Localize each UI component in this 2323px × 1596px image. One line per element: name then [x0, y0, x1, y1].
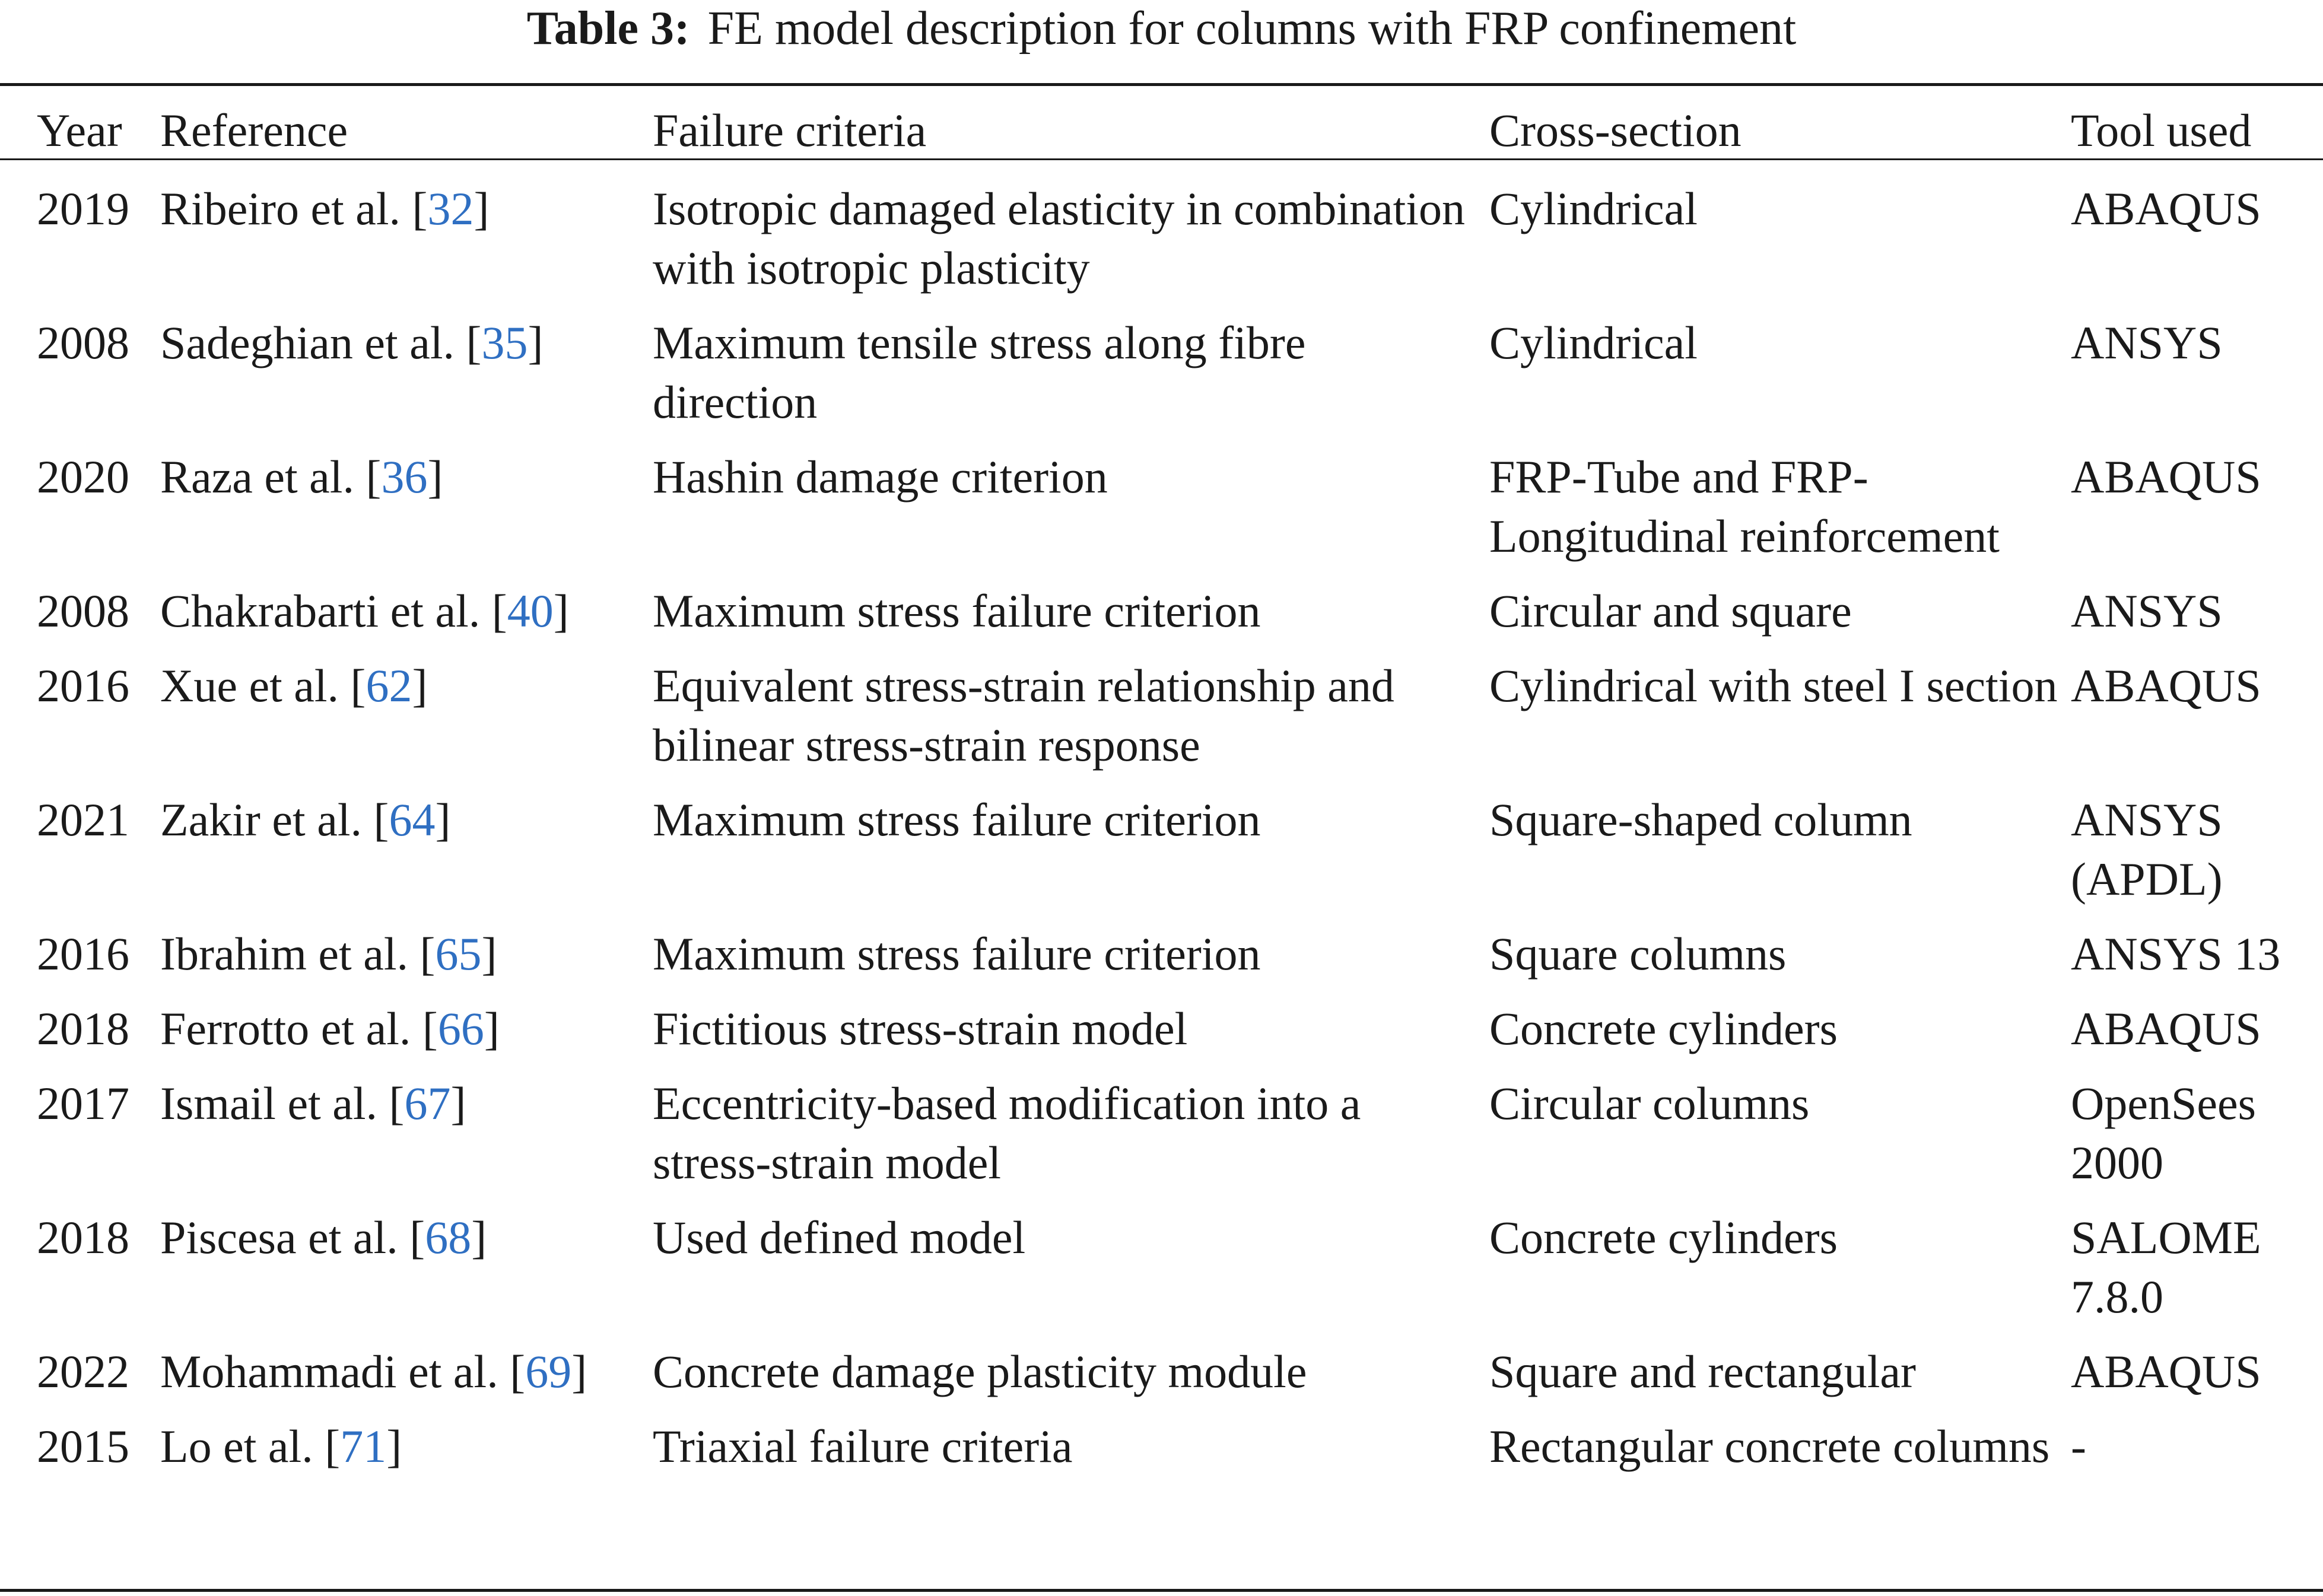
citation-link[interactable]: 62	[366, 660, 412, 711]
cell-year: 2008	[37, 585, 129, 637]
table-row	[0, 1062, 2323, 1196]
cell-tool-used: ABAQUS	[2071, 660, 2261, 711]
table-row	[0, 570, 2323, 644]
cell-reference: Piscesa et al. [68]	[160, 1212, 487, 1263]
cell-reference: Ismail et al. [67]	[160, 1077, 466, 1129]
table-row	[0, 1405, 2323, 1480]
column-header-reference: Reference	[160, 104, 348, 156]
cell-year: 2020	[37, 451, 129, 503]
reference-author: Piscesa et al.	[160, 1212, 398, 1263]
cell-failure-criteria: Equivalent stress-strain relationship and bilinear stress-strain response	[653, 660, 1394, 771]
cell-failure-criteria: Used defined model	[653, 1212, 1026, 1263]
reference-author: Ibrahim et al.	[160, 928, 408, 980]
cell-year: 2018	[37, 1003, 129, 1054]
cell-failure-criteria: Triaxial failure criteria	[653, 1420, 1073, 1472]
reference-author: Mohammadi et al.	[160, 1346, 498, 1397]
cell-cross-section: Square-shaped column	[1489, 794, 1912, 845]
cell-failure-criteria: Concrete damage plasticity module	[653, 1346, 1307, 1397]
cell-tool-used: SALOME 7.8.0	[2071, 1212, 2261, 1322]
citation-link[interactable]: 68	[425, 1212, 472, 1263]
cell-year: 2018	[37, 1212, 129, 1263]
cell-reference: Lo et al. [71]	[160, 1420, 402, 1472]
table-row	[0, 1196, 2323, 1330]
column-header-year: Year	[37, 104, 122, 156]
citation-link[interactable]: 35	[481, 317, 528, 368]
cell-tool-used: OpenSees 2000	[2071, 1077, 2256, 1188]
table-row	[0, 913, 2323, 987]
citation-link[interactable]: 71	[340, 1420, 387, 1472]
cell-reference: Raza et al. [36]	[160, 451, 443, 503]
citation-link[interactable]: 67	[404, 1077, 451, 1129]
cell-cross-section: Cylindrical with steel I section	[1489, 660, 2058, 711]
cell-cross-section: FRP-Tube and FRP-Longitudinal reinforcement	[1489, 451, 2000, 562]
reference-author: Lo et al.	[160, 1420, 313, 1472]
table-caption	[0, 0, 2323, 57]
column-header-failure-criteria: Failure criteria	[653, 104, 927, 156]
cell-tool-used: ABAQUS	[2071, 1003, 2261, 1054]
cell-year: 2016	[37, 660, 129, 711]
citation-link[interactable]: 40	[507, 585, 554, 637]
cell-year: 2015	[37, 1420, 129, 1472]
table-row	[0, 987, 2323, 1062]
table-row	[0, 778, 2323, 913]
cell-reference: Ferrotto et al. [66]	[160, 1003, 500, 1054]
cell-cross-section: Concrete cylinders	[1489, 1212, 1838, 1263]
cell-cross-section: Cylindrical	[1489, 317, 1698, 368]
citation-link[interactable]: 65	[435, 928, 482, 980]
cell-failure-criteria: Hashin damage criterion	[653, 451, 1108, 503]
cell-year: 2022	[37, 1346, 129, 1397]
cell-cross-section: Rectangular concrete columns	[1489, 1420, 2050, 1472]
header-row	[0, 89, 2323, 161]
table-title: FE model description for columns with FRP confinement	[707, 2, 1797, 55]
cell-reference: Xue et al. [62]	[160, 660, 428, 711]
citation-link[interactable]: 66	[437, 1003, 484, 1054]
cell-failure-criteria: Isotropic damaged elasticity in combination with isotropic plasticity	[653, 183, 1465, 294]
cell-tool-used: ANSYS 13	[2071, 928, 2281, 980]
cell-tool-used: -	[2071, 1420, 2086, 1472]
bottom-rule	[0, 1589, 2323, 1592]
cell-year: 2008	[37, 317, 129, 368]
cell-cross-section: Circular columns	[1489, 1077, 1810, 1129]
citation-link[interactable]: 36	[381, 451, 428, 503]
reference-author: Sadeghian et al.	[160, 317, 455, 368]
reference-author: Xue et al.	[160, 660, 339, 711]
cell-failure-criteria: Maximum stress failure criterion	[653, 585, 1261, 637]
table-row	[0, 1330, 2323, 1405]
cell-reference: Zakir et al. [64]	[160, 794, 451, 845]
cell-reference: Ibrahim et al. [65]	[160, 928, 497, 980]
reference-author: Raza et al.	[160, 451, 354, 503]
table-row	[0, 301, 2323, 435]
cell-year: 2019	[37, 183, 129, 234]
reference-author: Chakrabarti et al.	[160, 585, 481, 637]
reference-author: Ribeiro et al.	[160, 183, 401, 234]
column-header-cross-section: Cross-section	[1489, 104, 1742, 156]
cell-tool-used: ABAQUS	[2071, 183, 2261, 234]
cell-tool-used: ANSYS	[2071, 585, 2223, 637]
table-row	[0, 161, 2323, 301]
fe-model-table	[0, 89, 2323, 1480]
cell-reference: Mohammadi et al. [69]	[160, 1346, 587, 1397]
cell-failure-criteria: Eccentricity-based modification into a stress-strain model	[653, 1077, 1361, 1188]
cell-year: 2017	[37, 1077, 129, 1129]
cell-reference: Sadeghian et al. [35]	[160, 317, 544, 368]
table-row	[0, 644, 2323, 778]
cell-cross-section: Square and rectangular	[1489, 1346, 1916, 1397]
top-rule	[0, 83, 2323, 86]
reference-author: Ferrotto et al.	[160, 1003, 411, 1054]
cell-failure-criteria: Maximum stress failure criterion	[653, 928, 1261, 980]
cell-cross-section: Concrete cylinders	[1489, 1003, 1838, 1054]
table-label: Table 3:	[526, 2, 690, 55]
cell-cross-section: Circular and square	[1489, 585, 1852, 637]
citation-link[interactable]: 69	[525, 1346, 572, 1397]
cell-tool-used: ANSYS (APDL)	[2071, 794, 2223, 905]
cell-cross-section: Square columns	[1489, 928, 1787, 980]
table-row	[0, 435, 2323, 570]
cell-failure-criteria: Maximum stress failure criterion	[653, 794, 1261, 845]
cell-failure-criteria: Fictitious stress-strain model	[653, 1003, 1188, 1054]
cell-reference: Ribeiro et al. [32]	[160, 183, 490, 234]
reference-author: Ismail et al.	[160, 1077, 378, 1129]
table-body	[0, 161, 2323, 1480]
cell-failure-criteria: Maximum tensile stress along fibre direction	[653, 317, 1306, 428]
column-header-tool-used: Tool used	[2071, 104, 2252, 156]
cell-tool-used: ANSYS	[2071, 317, 2223, 368]
reference-author: Zakir et al.	[160, 794, 362, 845]
cell-cross-section: Cylindrical	[1489, 183, 1698, 234]
citation-link[interactable]: 64	[389, 794, 436, 845]
cell-year: 2021	[37, 794, 129, 845]
cell-tool-used: ABAQUS	[2071, 1346, 2261, 1397]
cell-tool-used: ABAQUS	[2071, 451, 2261, 503]
cell-reference: Chakrabarti et al. [40]	[160, 585, 569, 637]
cell-year: 2016	[37, 928, 129, 980]
citation-link[interactable]: 32	[427, 183, 474, 234]
